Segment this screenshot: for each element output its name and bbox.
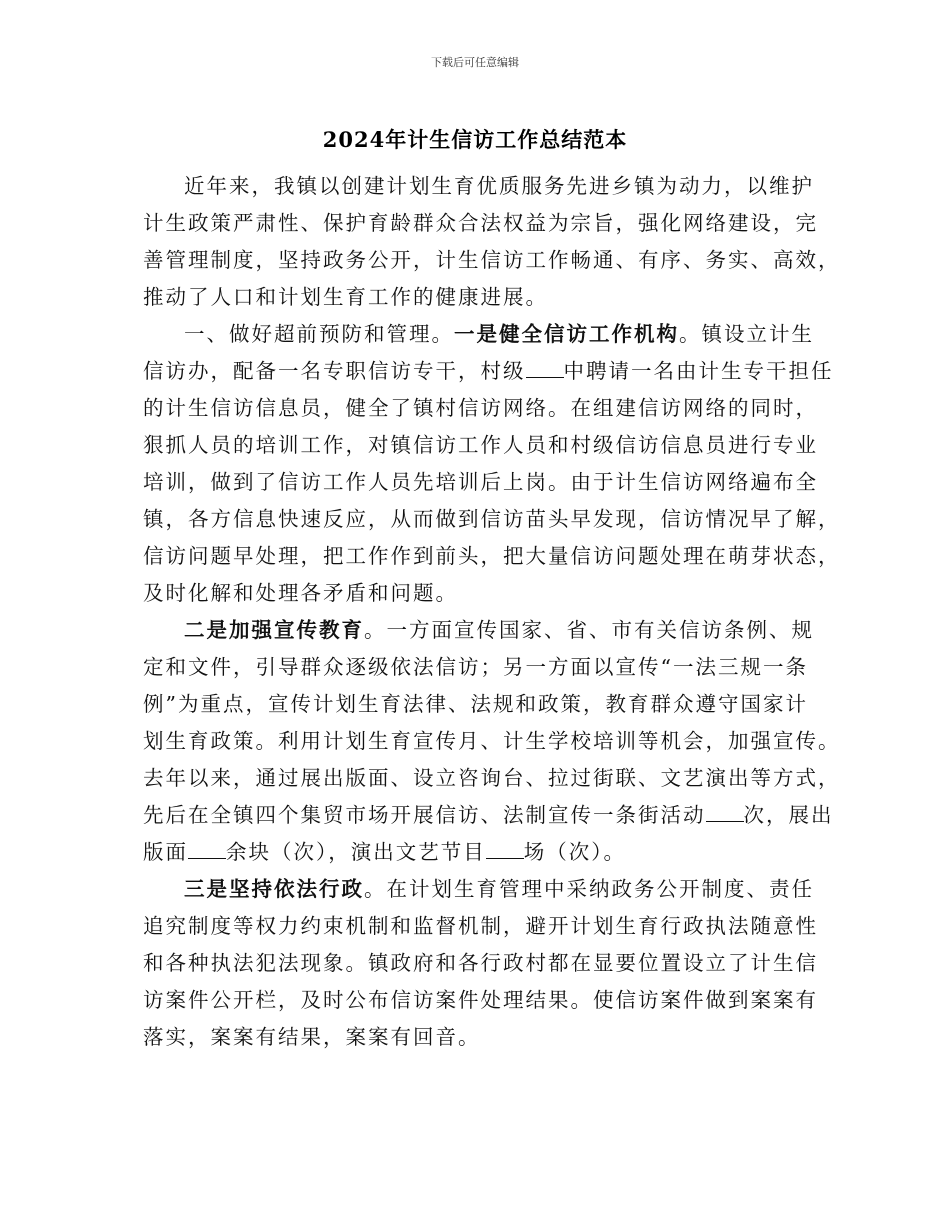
text-run: 。在计划生育管理中采纳政务公开制度、责任	[364, 877, 814, 901]
text-line: 划生育政策。利用计划生育宣传月、计生学校培训等机会，加强宣传。	[143, 729, 841, 753]
text-run: 。镇设立计生	[679, 322, 814, 346]
fill-blank	[526, 355, 564, 378]
paragraph-section-1	[143, 316, 841, 612]
text-line	[143, 316, 833, 353]
text-line: 推动了人口和计划生育工作的健康进展。	[143, 285, 548, 309]
text-run: 中聘请一名由计生专干担任	[563, 359, 834, 383]
fill-blank	[706, 799, 744, 822]
bold-heading: 一是健全信访工作机构	[454, 322, 679, 346]
text-line: 狠抓人员的培训工作，对镇信访工作人员和村级信访信息员进行专业	[143, 433, 818, 457]
text-line: 定和文件，引导群众逐级依法信访；另一方面以宣传“一法三规一条	[143, 655, 808, 679]
text-line: 培训，做到了信访工作人员先培训后上岗。由于计生信访网络遍布全	[143, 470, 818, 494]
text-run: 余块（次），演出文艺节目	[226, 840, 486, 864]
paragraph-section-2	[143, 612, 841, 871]
text-line: 的计生信访信息员，健全了镇村信访网络。在组建信访网络的同时，	[143, 396, 818, 420]
text-run: 先后在全镇四个集贸市场开展信访、法制宣传一条街活动	[143, 803, 706, 827]
fill-blank	[486, 836, 524, 859]
text-line: 及时化解和处理各矛盾和问题。	[143, 581, 458, 605]
text-line: 近年来，我镇以创建计划生育优质服务先进乡镇为动力，以维护	[184, 174, 814, 198]
fill-blank	[188, 836, 226, 859]
text-line: 和各种执法犯法现象。镇政府和各行政村都在显要位置设立了计生信	[143, 951, 818, 975]
document-body	[143, 168, 841, 1056]
text-line: 访案件公开栏，及时公布信访案件处理结果。使信访案件做到案案有	[143, 988, 818, 1012]
text-run: 次，展出	[743, 803, 834, 827]
text-line	[102, 353, 833, 390]
text-line	[102, 834, 833, 871]
text-line	[143, 871, 833, 908]
paragraph-intro	[143, 168, 841, 316]
text-line: 镇，各方信息快速反应，从而做到信访苗头早发现，信访情况早了解，	[143, 507, 841, 531]
bold-heading: 二是加强宣传教育	[184, 618, 364, 642]
paragraph-section-3	[143, 871, 833, 1056]
text-line: 去年以来，通过展出版面、设立咨询台、拉过街联、文艺演出等方式，	[143, 766, 841, 790]
document-title: 2024年计生信访工作总结范本	[322, 127, 628, 152]
section-lead: 一、做好超前预防和管理。	[184, 322, 454, 346]
text-run: 版面	[143, 840, 188, 864]
text-line: 善管理制度，坚持政务公开，计生信访工作畅通、有序、务实、高效，	[143, 248, 841, 272]
text-run: 场（次）。	[523, 840, 626, 864]
text-line: 信访问题早处理，把工作作到前头，把大量信访问题处理在萌芽状态，	[143, 544, 841, 568]
text-line: 追究制度等权力约束机制和监督机制，避开计划生育行政执法随意性	[143, 914, 818, 938]
text-run: 信访办，配备一名专职信访专干，村级	[143, 359, 526, 383]
text-run: 。一方面宣传国家、省、市有关信访条例、规	[364, 618, 814, 642]
text-line: 落实，案案有结果，案案有回音。	[143, 1025, 481, 1049]
bold-heading: 三是坚持依法行政	[184, 877, 364, 901]
header-note: 下载后可任意编辑	[431, 56, 519, 69]
text-line	[102, 797, 833, 834]
text-line: 计生政策严肃性、保护育龄群众合法权益为宗旨，强化网络建设，完	[143, 211, 818, 235]
text-line: 例”为重点，宣传计划生育法律、法规和政策，教育群众遵守国家计	[143, 692, 808, 716]
text-line	[143, 612, 833, 649]
